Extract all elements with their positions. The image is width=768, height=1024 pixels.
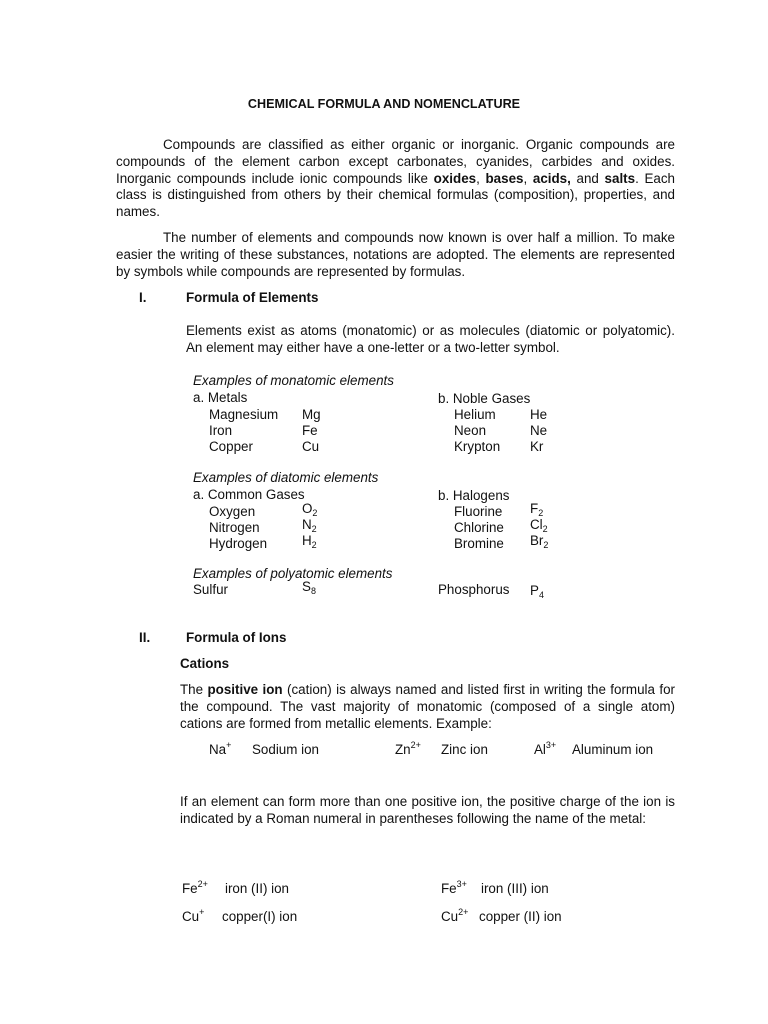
element-name: Oxygen [209,504,256,519]
element-formula: $N_2$ [302,517,317,534]
element-name: Nitrogen [209,520,260,535]
element-name: Hydrogen [209,536,268,551]
diatomic-title: Examples of diatomic elements [193,470,379,485]
monatomic-title: Examples of monatomic elements [193,373,394,388]
term-bases: bases [485,170,524,186]
section-2-heading: Formula of Ions [186,630,287,645]
ion-formula: $Al^{3+}$ [534,740,557,757]
sep-1: , [476,170,486,186]
element-symbol: Fe [302,423,318,438]
section-1-heading: Formula of Elements [186,290,319,305]
element-symbol: Ne [530,423,548,438]
element-formula: $Cl_2$ [530,517,548,534]
section-1-paragraph: Elements exist as atoms (monatomic) or as molecules (diatomic or polyatomic). An element may either have a one-letter or a two-letter symbol. [186,323,675,355]
element-formula: $S_8$ [302,579,316,596]
element-symbol: Kr [530,439,544,454]
element-name: Magnesium [209,407,279,422]
ion-formula: $Zn^{2+}$ [395,740,421,757]
element-formula: $O_2$ [302,501,318,518]
element-name: Fluorine [454,504,503,519]
ion-name: copper (II) ion [479,909,562,924]
section-2-numeral: II. [139,630,151,645]
ion-name: Sodium ion [252,742,319,757]
intro-paragraph-2 [116,230,675,280]
cations-paragraph [180,682,675,732]
ion-formula: $Cu^{2+}$ [441,907,469,924]
element-name: Krypton [454,439,501,454]
intro-paragraph-1 [116,137,675,221]
element-name: Copper [209,439,253,454]
term-oxides: oxides [433,170,477,186]
cations-text-b: (cation) is always named and listed first in writing the formula for the compound. The vast majority of monatomic (composed of a single atom) cations are formed from metallic elements. Example: [180,682,675,731]
cations-text-a: The [180,682,208,697]
ion-name: copper(I) ion [222,909,298,924]
element-formula: $Br_2$ [530,533,549,550]
element-name: Iron [209,423,233,438]
intro-text-2: The number of elements and compounds now known is over half a million. To make easier the writing of these substances, notations are adopted. The elements are represented by symbols while compounds are represented by formulas. [116,230,675,279]
cations-heading: Cations [180,656,230,671]
element-name: Sulfur [193,582,228,597]
term-positive-ion: positive ion [207,682,283,697]
ion-name: iron (II) ion [225,881,289,896]
element-name: Helium [454,407,496,422]
metals-label: a. Metals [193,390,248,405]
ion-name: Zinc ion [441,742,488,757]
element-formula: $H_2$ [302,533,317,550]
element-name: Neon [454,423,487,438]
sep-2: , [523,170,533,186]
term-salts: salts [604,170,636,186]
term-acids: acids, [532,170,571,186]
ion-formula: Na+ [209,740,232,757]
ion-name: iron (III) ion [481,881,549,896]
element-name: Chlorine [454,520,504,535]
polyatomic-title: Examples of polyatomic elements [193,566,393,581]
page-title: CHEMICAL FORMULA AND NOMENCLATURE [247,97,521,111]
element-symbol: Cu [302,439,320,454]
section-1-numeral: I. [139,290,147,305]
ion-formula: Cu+ [182,907,205,924]
element-name: Phosphorus [438,582,510,597]
element-symbol: He [530,407,548,422]
roman-numeral-paragraph: If an element can form more than one positive ion, the positive charge of the ion is indicated by a Roman numeral in parentheses following the name of the metal: [180,794,675,826]
halogens-label: b. Halogens [438,488,510,503]
element-formula: $P_4$ [530,583,544,600]
ion-formula: $Fe^{3+}$ [441,879,467,896]
intro-text-a: Compounds are classified as either organic or inorganic. Organic compounds are compounds of the element carbon except carbonates, cyanides, carbides and oxides. Inorganic compounds include ionic compounds like [116,137,675,186]
common-gases-label: a. Common Gases [193,487,305,502]
noble-gases-label: b. Noble Gases [438,391,531,406]
element-formula: $F_2$ [530,501,544,518]
element-name: Bromine [454,536,504,551]
ion-formula: $Fe^{2+}$ [182,879,208,896]
intro-text-b: . Each class is distinguished from others by their chemical formulas (composition), properties, and names. [116,170,675,220]
ion-name: Aluminum ion [572,742,654,757]
sep-3: and [570,170,605,186]
element-symbol: Mg [302,407,321,422]
